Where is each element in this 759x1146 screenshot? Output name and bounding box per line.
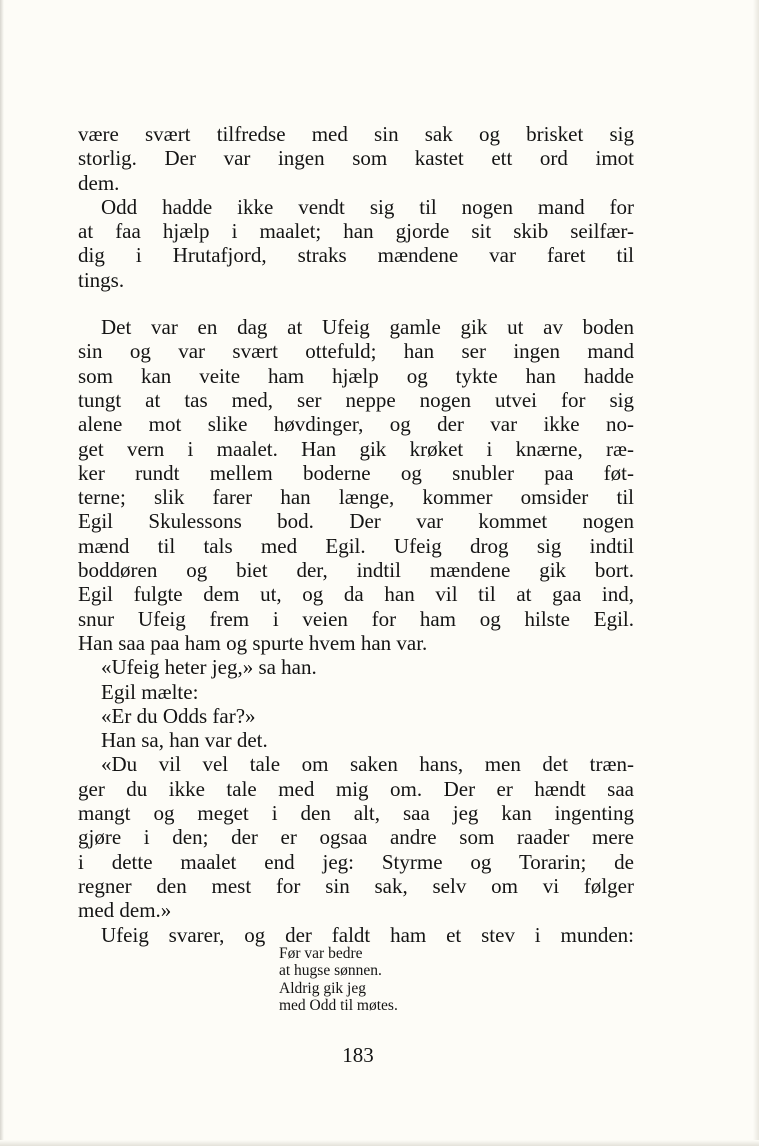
text-line: dig i Hrutafjord, straks mændene var faret til (78, 243, 634, 268)
text-line: sin og var svært ottefuld; han ser ingen mand (78, 339, 634, 364)
text-line: Egil fulgte dem ut, og da han vil til at gaa ind, (78, 582, 634, 607)
paragraph (78, 704, 634, 728)
text-line: get vern i maalet. Han gik krøket i knærne, ræ- (78, 436, 634, 461)
text-line: Egil mælte: (101, 679, 199, 704)
page-edge-left (0, 0, 4, 1146)
text-line: mænd til tals med Egil. Ufeig drog sig indtil (78, 533, 634, 558)
text-line: Egil Skulessons bod. Der var kommet nogen (78, 509, 634, 534)
text-line: storlig. Der var ingen som kastet ett ord imot (78, 146, 634, 171)
verse-stanza (279, 945, 539, 1014)
text-line: ger du ikke tale med mig om. Der er hændt saa (78, 776, 634, 801)
text-line: være svært tilfredse med sin sak og brisket sig (78, 122, 634, 146)
paragraph (78, 195, 634, 292)
text-line: mangt og meget i den alt, saa jeg kan ingenting (78, 801, 634, 826)
text-line: regner den mest for sin sak, selv om vi følger (78, 873, 634, 898)
verse-line: Før var bedre (279, 945, 363, 962)
text-line: terne; slik farer han længe, kommer omsider til (78, 485, 634, 510)
page-number: 183 (342, 1043, 374, 1067)
paragraph (78, 315, 634, 655)
text-line: i dette maalet end jeg: Styrme og Torarin; de (78, 849, 634, 874)
paragraph (78, 122, 634, 195)
paragraph (78, 655, 634, 679)
verse-line: Aldrig gik jeg (279, 979, 366, 997)
text-line: «Du vil vel tale om saken hans, men det træn- (101, 752, 634, 777)
text-line: med dem.» (78, 898, 172, 923)
text-line: snur Ufeig frem i veien for ham og hilste Egil. (78, 606, 634, 631)
text-line: tungt at tas med, ser neppe nogen utvei for sig (78, 387, 634, 412)
text-line: Han saa paa ham og spurte hvem han var. (78, 630, 428, 655)
paragraph (78, 728, 634, 752)
text-line: Ufeig svarer, og der faldt ham et stev i munden: (101, 922, 634, 947)
verse-line: at hugse sønnen. (279, 962, 382, 980)
text-line: alene mot slike høvdinger, og der var ikke no- (78, 412, 634, 437)
text-line: gjøre i den; der er ogsaa andre som raader mere (78, 825, 634, 850)
verse-line: med Odd til møtes. (279, 996, 398, 1014)
text-line: ker rundt mellem boderne og snubler paa føt- (78, 460, 634, 485)
text-line: Odd hadde ikke vendt sig til nogen mand for (101, 194, 634, 219)
text-line: dem. (78, 170, 120, 195)
text-line: Han sa, han var det. (101, 728, 268, 753)
text-line: boddøren og biet der, indtil mændene gik bort. (78, 558, 634, 583)
page-edge-right (753, 0, 759, 1146)
text-line: «Er du Odds far?» (101, 703, 256, 728)
paragraph (78, 923, 634, 947)
body-text (78, 122, 634, 947)
text-line: at faa hjælp i maalet; han gjorde sit skib seilfær- (78, 219, 634, 244)
section-break (78, 292, 634, 315)
page-edge-bottom (0, 1140, 759, 1146)
text-line: Det var en dag at Ufeig gamle gik ut av boden (101, 315, 634, 340)
text-line: «Ufeig heter jeg,» sa han. (101, 655, 317, 680)
paragraph (78, 680, 634, 704)
text-line: tings. (78, 267, 125, 292)
text-line: som kan veite ham hjælp og tykte han hadde (78, 363, 634, 388)
paragraph (78, 752, 634, 922)
